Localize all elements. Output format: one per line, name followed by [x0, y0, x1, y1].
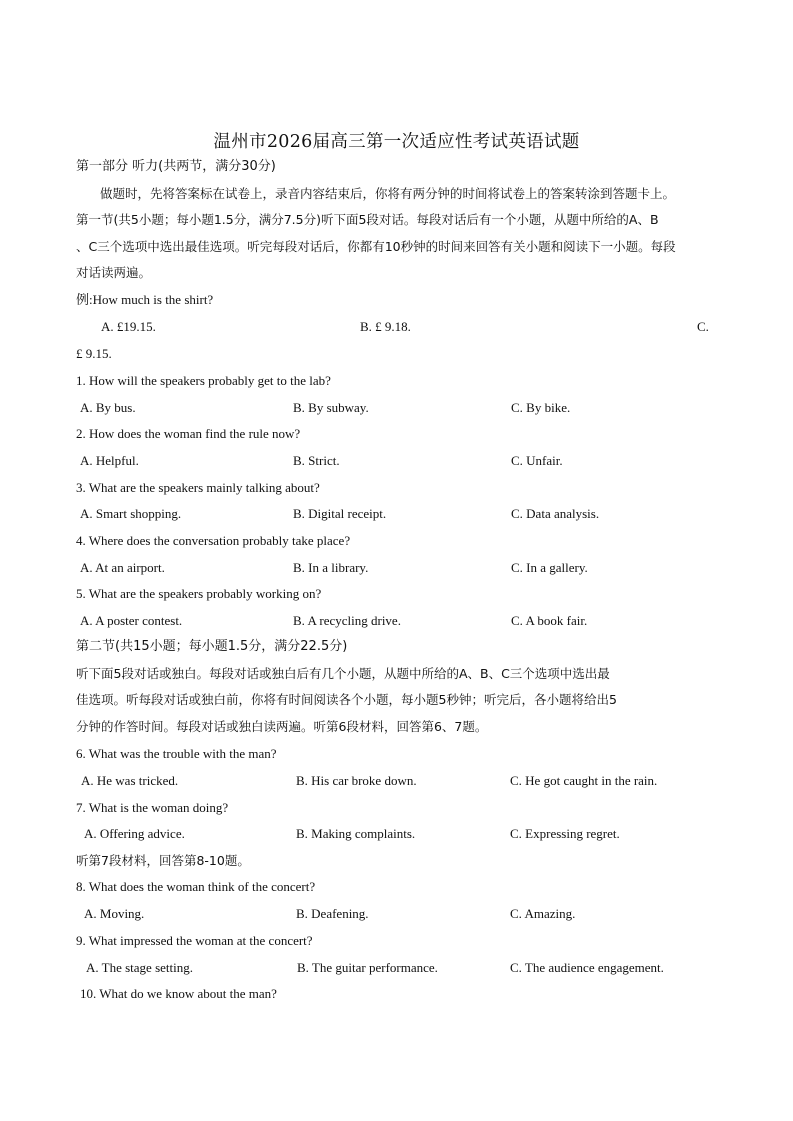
question-1: 1. How will the speakers probably get to the lab?: [76, 373, 331, 388]
q1-option-c: C. By bike.: [511, 400, 571, 415]
q9-option-c: C. The audience engagement.: [510, 960, 664, 975]
q1-option-b: B. By subway.: [293, 400, 369, 415]
section2-text-3: 分钟的作答时间。每段对话或独白读两遍。听第6段材料，回答第6、7题。: [76, 719, 488, 734]
q7-option-a: A. Offering advice.: [84, 826, 185, 841]
q7-option-c: C. Expressing regret.: [510, 826, 620, 841]
page-title: 温州市2026届高三第一次适应性考试英语试题: [213, 132, 580, 152]
question-6: 6. What was the trouble with the man?: [76, 746, 277, 761]
section2-text-1: 听下面5段对话或独白。每段对话或独白后有几个小题，从题中所给的A、B、C三个选项中选出最: [76, 666, 610, 681]
q8-option-a: A. Moving.: [84, 906, 145, 921]
q3-option-a: A. Smart shopping.: [80, 506, 182, 521]
question-5: 5. What are the speakers probably working on?: [76, 586, 322, 601]
q4-option-c: C. In a gallery.: [511, 560, 588, 575]
q5-option-b: B. A recycling drive.: [293, 613, 401, 628]
q6-option-c: C. He got caught in the rain.: [510, 773, 658, 788]
question-8: 8. What does the woman think of the concert?: [76, 879, 316, 894]
q2-option-a: A. Helpful.: [80, 453, 139, 468]
section1-text-2: 、C三个选项中选出最佳选项。听完每段对话后，你都有10秒钟的时间来回答有关小题和阅读下一小题。每段: [76, 239, 676, 254]
q9-option-b: B. The guitar performance.: [297, 960, 438, 975]
example-option-a: A. £19.15.: [101, 319, 156, 334]
part1-heading: 第一部分 听力(共两节，满分30分): [76, 159, 276, 174]
section2-heading: 第二节(共15小题；每小题1.5分，满分22.5分): [76, 639, 348, 654]
q8-option-c: C. Amazing.: [510, 906, 576, 921]
q4-option-a: A. At an airport.: [80, 560, 165, 575]
q9-option-a: A. The stage setting.: [86, 960, 193, 975]
q7-option-b: B. Making complaints.: [296, 826, 416, 841]
question-9: 9. What impressed the woman at the concert?: [76, 933, 313, 948]
question-10: 10. What do we know about the man?: [80, 986, 277, 1001]
q5-option-c: C. A book fair.: [511, 613, 588, 628]
question-2: 2. How does the woman find the rule now?: [76, 426, 301, 441]
q3-option-b: B. Digital receipt.: [293, 506, 387, 521]
q1-option-a: A. By bus.: [80, 400, 136, 415]
q8-option-b: B. Deafening.: [296, 906, 369, 921]
section1-text-3: 对话读两遍。: [76, 265, 152, 280]
q6-option-a: A. He was tricked.: [81, 773, 179, 788]
question-7: 7. What is the woman doing?: [76, 800, 229, 815]
question-3: 3. What are the speakers mainly talking about?: [76, 480, 320, 495]
q2-option-c: C. Unfair.: [511, 453, 563, 468]
example-option-b: B. £ 9.18.: [360, 319, 411, 334]
q6-option-b: B. His car broke down.: [296, 773, 417, 788]
question-4: 4. Where does the conversation probably take place?: [76, 533, 351, 548]
example-question: 例:How much is the shirt?: [76, 292, 214, 307]
instruction-text: 做题时，先将答案标在试卷上，录音内容结束后，你将有两分钟的时间将试卷上的答案转涂到答题卡上。: [100, 186, 676, 201]
q2-option-b: B. Strict.: [293, 453, 340, 468]
q4-option-b: B. In a library.: [293, 560, 369, 575]
material-7-note: 听第7段材料，回答第8-10题。: [76, 853, 250, 868]
section2-text-2: 佳选项。听每段对话或独白前，你将有时间阅读各个小题，每小题5秒钟；听完后，各小题将给出5: [76, 692, 617, 707]
example-option-c: C.: [697, 319, 709, 334]
q3-option-c: C. Data analysis.: [511, 506, 600, 521]
section1-text-1: 第一节(共5小题；每小题1.5分，满分7.5分)听下面5段对话。每段对话后有一个小题，从题中所给的A、B: [76, 212, 659, 227]
q5-option-a: A. A poster contest.: [80, 613, 183, 628]
example-option-c-value: £ 9.15.: [76, 346, 112, 361]
